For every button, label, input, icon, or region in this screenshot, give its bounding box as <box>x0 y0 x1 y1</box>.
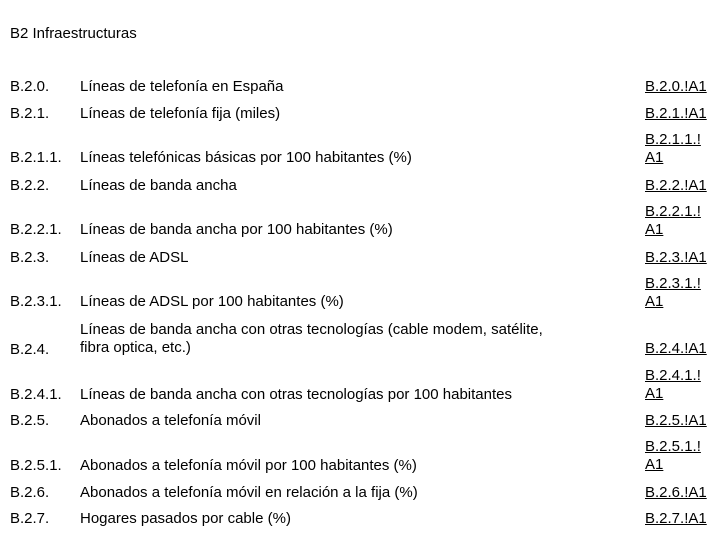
row-code: B.2.5. <box>10 412 50 429</box>
row-link[interactable]: B.2.0.!A1 <box>645 78 707 95</box>
row-description: Líneas de banda ancha <box>80 177 237 194</box>
row-description: Líneas de ADSL por 100 habitantes (%) <box>80 293 344 310</box>
row-link[interactable] <box>645 367 701 403</box>
row-link[interactable] <box>645 438 701 474</box>
row-description: Abonados a telefonía móvil por 100 habitantes (%) <box>80 457 417 474</box>
row-link-line1: B.2.3.1.! <box>645 275 701 292</box>
row-link-line2: A1 <box>645 221 664 238</box>
section-title: B2 Infraestructuras <box>10 25 137 42</box>
row-link-line1: B.2.1.1.! <box>645 131 701 148</box>
row-description: Líneas de ADSL <box>80 249 189 266</box>
row-link[interactable]: B.2.5.!A1 <box>645 412 707 429</box>
row-link-line2: A1 <box>645 149 664 166</box>
row-description: Líneas de telefonía fija (miles) <box>80 105 281 122</box>
row-description: Hogares pasados por cable (%) <box>80 510 291 527</box>
row-link[interactable] <box>645 131 701 167</box>
row-link-line1: B.2.2.1.! <box>645 203 701 220</box>
row-link-line1: B.2.4.1.! <box>645 367 701 384</box>
row-code: B.2.2. <box>10 177 50 194</box>
row-description <box>80 321 640 357</box>
row-code: B.2.1.1. <box>10 149 62 166</box>
row-code: B.2.7. <box>10 510 50 527</box>
row-link[interactable]: B.2.6.!A1 <box>645 484 707 501</box>
row-description: Abonados a telefonía móvil <box>80 412 261 429</box>
row-code: B.2.1. <box>10 105 50 122</box>
row-link-line2: A1 <box>645 293 664 310</box>
row-code: B.2.4. <box>10 341 50 358</box>
row-code: B.2.5.1. <box>10 457 62 474</box>
row-code: B.2.2.1. <box>10 221 62 238</box>
row-link[interactable]: B.2.1.!A1 <box>645 105 707 122</box>
row-description: Abonados a telefonía móvil en relación a la fija (%) <box>80 484 418 501</box>
row-code: B.2.3.1. <box>10 293 62 310</box>
row-code: B.2.3. <box>10 249 50 266</box>
row-code: B.2.4.1. <box>10 386 62 403</box>
row-link[interactable]: B.2.3.!A1 <box>645 249 707 266</box>
row-description: Líneas de banda ancha con otras tecnologías por 100 habitantes <box>80 386 512 403</box>
row-description-line2: fibra optica, etc.) <box>80 339 191 356</box>
row-link-line1: B.2.5.1.! <box>645 438 701 455</box>
row-link[interactable]: B.2.4.!A1 <box>645 340 707 357</box>
row-description-line1: Líneas de banda ancha con otras tecnologías (cable modem, satélite, <box>80 321 543 338</box>
row-link[interactable] <box>645 203 701 239</box>
row-description: Líneas de telefonía en España <box>80 78 284 95</box>
row-link[interactable]: B.2.7.!A1 <box>645 510 707 527</box>
row-link[interactable]: B.2.2.!A1 <box>645 177 707 194</box>
row-code: B.2.0. <box>10 78 50 95</box>
row-description: Líneas telefónicas básicas por 100 habitantes (%) <box>80 149 412 166</box>
row-description: Líneas de banda ancha por 100 habitantes (%) <box>80 221 393 238</box>
row-link-line2: A1 <box>645 385 664 402</box>
row-link[interactable] <box>645 275 701 311</box>
row-code: B.2.6. <box>10 484 50 501</box>
row-link-line2: A1 <box>645 456 664 473</box>
